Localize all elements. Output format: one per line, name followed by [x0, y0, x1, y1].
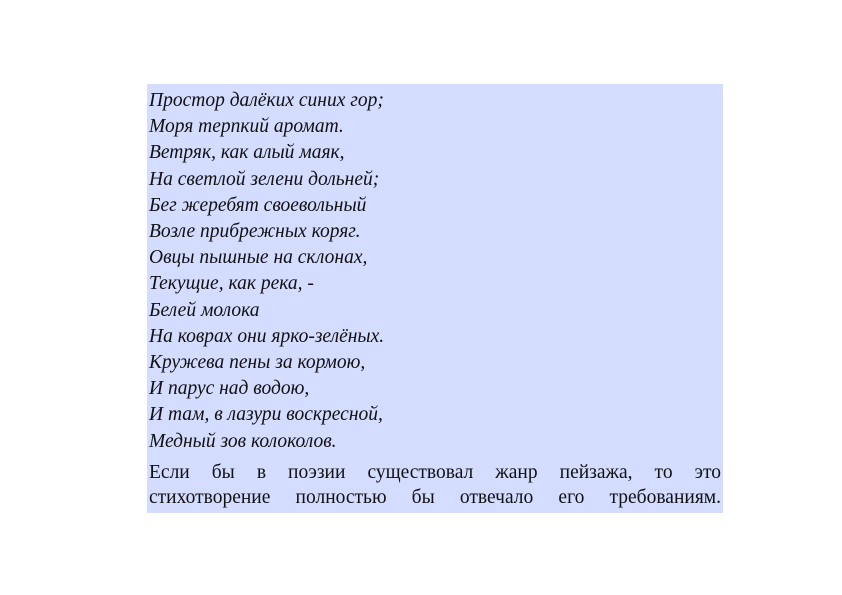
poem-line: Моря терпкий аромат. — [149, 116, 344, 138]
poem-line: Медный зов колоколов. — [149, 430, 337, 452]
poem-line: Простор далёких синих гор; — [149, 90, 384, 111]
commentary-block — [147, 458, 723, 513]
poem-line: И там, в лазури воскресной, — [149, 404, 383, 426]
poem-line: На светлой зелени дольней; — [149, 168, 380, 190]
poem-line: И парус над водою, — [149, 378, 310, 400]
commentary-line: Если бы в поэзии существовал жанр пейзажа, то это — [149, 462, 721, 483]
poem-line: Текущие, как река, - — [149, 273, 314, 295]
poem-line: Белей молока — [149, 299, 260, 321]
poem-line: Кружева пены за кормою, — [149, 352, 366, 374]
poem-line: Возле прибрежных коряг. — [149, 221, 361, 243]
commentary-line: стихотворение полностью бы отвечало его требованиям. — [149, 487, 721, 508]
poem-line: На коврах они ярко-зелёных. — [149, 325, 385, 347]
poem-line: Овцы пышные на склонах, — [149, 247, 368, 269]
poem-line: Ветряк, как алый маяк, — [149, 142, 345, 164]
poem-block — [147, 84, 723, 458]
poem-line: Бег жеребят своевольный — [149, 194, 367, 216]
